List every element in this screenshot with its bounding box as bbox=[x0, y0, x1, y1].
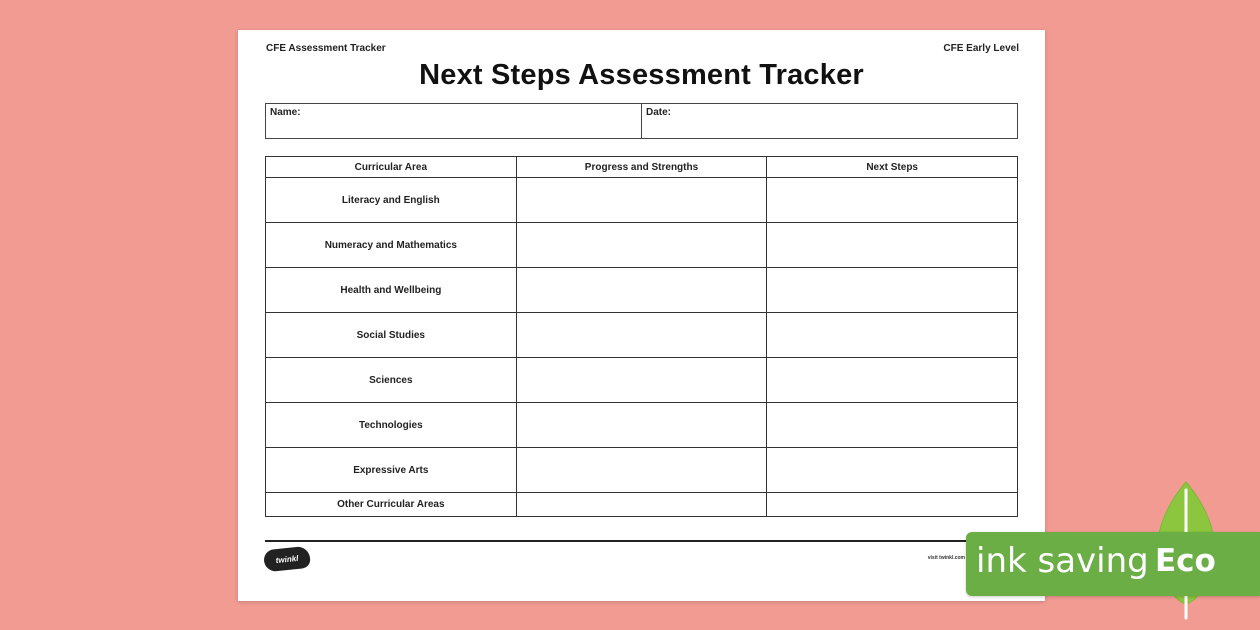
next-steps-cell bbox=[767, 268, 1018, 313]
table-row bbox=[266, 493, 1018, 517]
column-header: Next Steps bbox=[767, 157, 1018, 178]
info-box bbox=[265, 103, 1018, 139]
next-steps-cell bbox=[767, 493, 1018, 517]
curricular-area-cell: Social Studies bbox=[266, 313, 517, 358]
next-steps-cell bbox=[767, 178, 1018, 223]
progress-cell bbox=[516, 493, 767, 517]
curricular-area-cell: Other Curricular Areas bbox=[266, 493, 517, 517]
progress-cell bbox=[516, 268, 767, 313]
header-left-label: CFE Assessment Tracker bbox=[266, 43, 386, 54]
table-row bbox=[266, 448, 1018, 493]
curricular-area-cell: Sciences bbox=[266, 358, 517, 403]
next-steps-cell bbox=[767, 313, 1018, 358]
page-title: Next Steps Assessment Tracker bbox=[419, 59, 864, 91]
twinkl-logo: twinkl bbox=[263, 546, 311, 573]
progress-cell bbox=[516, 223, 767, 268]
curricular-area-cell: Health and Wellbeing bbox=[266, 268, 517, 313]
table-row bbox=[266, 178, 1018, 223]
table-header-row bbox=[266, 157, 1018, 178]
curricular-area-cell: Technologies bbox=[266, 403, 517, 448]
progress-cell bbox=[516, 358, 767, 403]
eco-label: Eco bbox=[1155, 543, 1216, 579]
next-steps-cell bbox=[767, 223, 1018, 268]
worksheet-page bbox=[238, 30, 1045, 601]
table-row bbox=[266, 358, 1018, 403]
table-row bbox=[266, 223, 1018, 268]
date-field: Date: bbox=[641, 104, 1017, 138]
table-row bbox=[266, 403, 1018, 448]
table-row bbox=[266, 268, 1018, 313]
column-header: Progress and Strengths bbox=[516, 157, 767, 178]
curricular-area-cell: Expressive Arts bbox=[266, 448, 517, 493]
footer-divider bbox=[265, 540, 1018, 542]
progress-cell bbox=[516, 313, 767, 358]
footer-site-text: visit twinkl.com bbox=[927, 555, 965, 561]
assessment-table bbox=[265, 156, 1018, 517]
header-right-label: CFE Early Level bbox=[943, 43, 1019, 54]
next-steps-cell bbox=[767, 358, 1018, 403]
curricular-area-cell: Literacy and English bbox=[266, 178, 517, 223]
name-field: Name: bbox=[270, 107, 301, 118]
table-row bbox=[266, 313, 1018, 358]
next-steps-cell bbox=[767, 403, 1018, 448]
progress-cell bbox=[516, 178, 767, 223]
column-header: Curricular Area bbox=[266, 157, 517, 178]
curricular-area-cell: Numeracy and Mathematics bbox=[266, 223, 517, 268]
progress-cell bbox=[516, 403, 767, 448]
ink-saving-label: ink saving bbox=[976, 541, 1149, 581]
next-steps-cell bbox=[767, 448, 1018, 493]
progress-cell bbox=[516, 448, 767, 493]
